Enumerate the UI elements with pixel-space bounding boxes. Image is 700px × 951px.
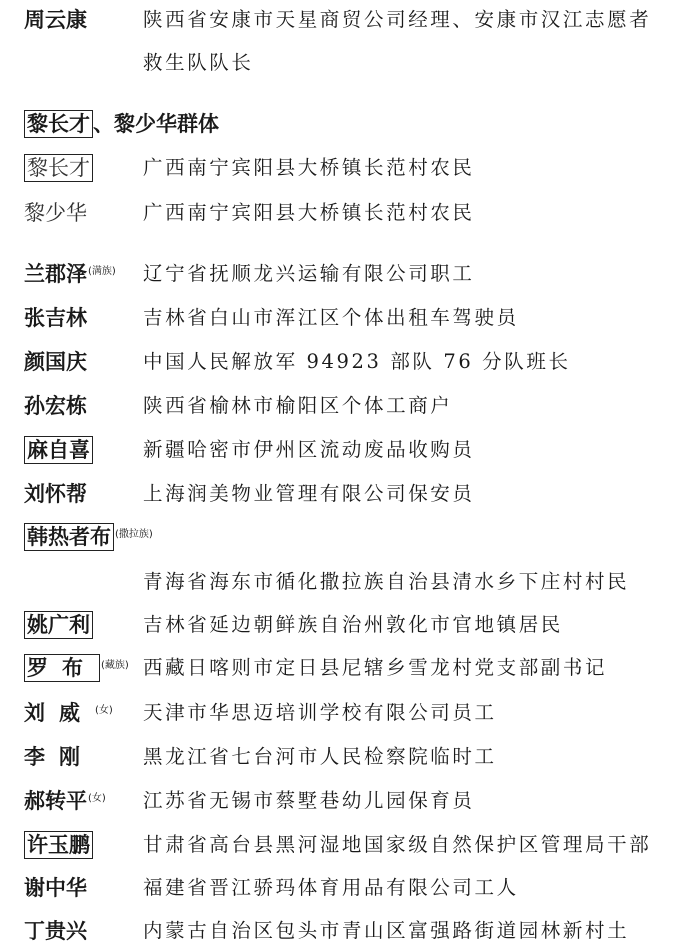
person-description: 福建省晋江骄玛体育用品有限公司工人 bbox=[143, 876, 519, 899]
list-item bbox=[0, 478, 700, 514]
list-item bbox=[0, 697, 700, 733]
person-name: 谢中华 bbox=[24, 876, 87, 900]
person-description: 西藏日喀则市定日县尼辖乡雪龙村党支部副书记 bbox=[143, 656, 608, 679]
list-item bbox=[0, 197, 700, 233]
person-name: 颜国庆 bbox=[24, 350, 87, 374]
list-item bbox=[0, 302, 700, 338]
ethnicity-note: (藏族) bbox=[101, 660, 129, 671]
list-item bbox=[0, 521, 700, 557]
person-name: 韩热者布 bbox=[24, 523, 114, 551]
person-name: 张吉林 bbox=[24, 306, 87, 330]
person-name: 兰郡泽 bbox=[24, 262, 87, 286]
list-item bbox=[0, 609, 700, 645]
person-description-continued: 青海省海东市循化撒拉族自治县清水乡下庄村村民 bbox=[143, 570, 630, 593]
list-item-continuation bbox=[0, 47, 700, 83]
list-item bbox=[0, 652, 700, 688]
ethnicity-note: (满族) bbox=[88, 266, 116, 277]
group-heading bbox=[0, 108, 700, 144]
list-item bbox=[0, 346, 700, 382]
person-name: 姚广利 bbox=[24, 611, 93, 639]
group-name-suffix: 、黎少华群体 bbox=[93, 112, 219, 136]
person-name: 罗布 bbox=[24, 654, 100, 682]
person-description: 吉林省延边朝鲜族自治州敦化市官地镇居民 bbox=[143, 613, 563, 636]
person-name: 麻自喜 bbox=[24, 436, 93, 464]
list-item-continuation bbox=[0, 566, 700, 602]
person-description: 上海润美物业管理有限公司保安员 bbox=[143, 482, 475, 505]
person-description: 江苏省无锡市蔡墅巷幼儿园保育员 bbox=[143, 789, 475, 812]
list-item bbox=[0, 829, 700, 865]
list-item bbox=[0, 872, 700, 908]
person-name: 刘威 bbox=[24, 701, 94, 725]
person-description: 广西南宁宾阳县大桥镇长范村农民 bbox=[143, 156, 475, 179]
list-item bbox=[0, 152, 700, 188]
person-description: 内蒙古自治区包头市青山区富强路街道园林新村土 bbox=[143, 919, 630, 942]
list-item bbox=[0, 434, 700, 470]
person-name: 许玉鹏 bbox=[24, 831, 93, 859]
person-name: 孙宏栋 bbox=[24, 394, 87, 418]
person-name: 丁贵兴 bbox=[24, 919, 87, 943]
person-description: 新疆哈密市伊州区流动废品收购员 bbox=[143, 438, 475, 461]
person-description: 中国人民解放军 94923 部队 76 分队班长 bbox=[143, 350, 571, 373]
person-name: 郝转平 bbox=[24, 789, 87, 813]
gender-note: (女) bbox=[95, 705, 113, 716]
person-name: 周云康 bbox=[24, 8, 87, 32]
person-description: 天津市华思迈培训学校有限公司员工 bbox=[143, 701, 497, 724]
gender-note: (女) bbox=[88, 793, 106, 804]
person-description: 黑龙江省七台河市人民检察院临时工 bbox=[143, 745, 497, 768]
person-name: 李刚 bbox=[24, 745, 94, 769]
person-description: 辽宁省抚顺龙兴运输有限公司职工 bbox=[143, 262, 475, 285]
list-item bbox=[0, 741, 700, 777]
ethnicity-note: (撒拉族) bbox=[115, 529, 153, 540]
person-description: 吉林省白山市浑江区个体出租车驾驶员 bbox=[143, 306, 519, 329]
person-description-continued: 救生队队长 bbox=[143, 51, 254, 74]
person-description: 陕西省榆林市榆阳区个体工商户 bbox=[143, 394, 453, 417]
person-description: 广西南宁宾阳县大桥镇长范村农民 bbox=[143, 201, 475, 224]
group-name-boxed: 黎长才 bbox=[24, 110, 93, 138]
list-item bbox=[0, 785, 700, 821]
list-item bbox=[0, 258, 700, 294]
list-item bbox=[0, 4, 700, 40]
person-name: 黎少华 bbox=[24, 201, 87, 225]
person-name: 黎长才 bbox=[24, 154, 93, 182]
person-description: 陕西省安康市天星商贸公司经理、安康市汉江志愿者 bbox=[143, 8, 652, 31]
list-item bbox=[0, 915, 700, 951]
person-name: 刘怀帮 bbox=[24, 482, 87, 506]
list-item bbox=[0, 390, 700, 426]
person-description: 甘肃省高台县黑河湿地国家级自然保护区管理局干部 bbox=[143, 833, 652, 856]
